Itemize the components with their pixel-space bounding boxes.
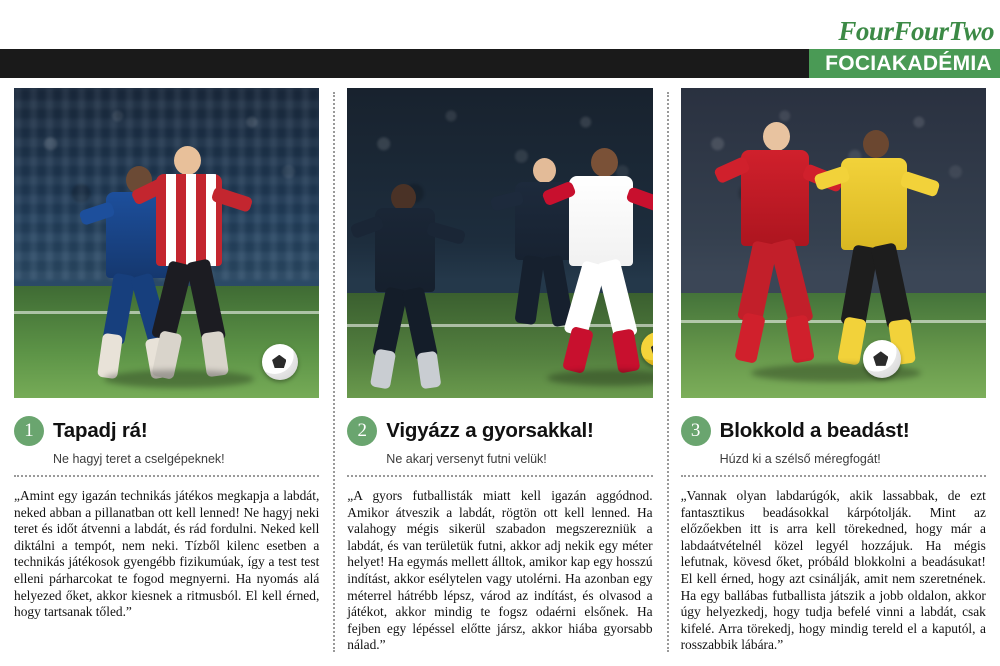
tip-2-number: 2 — [347, 416, 377, 446]
column-divider-2 — [667, 92, 669, 652]
tip-1-title: Tapadj rá! — [53, 419, 148, 442]
tip-1-subtitle: Ne hagyj teret a cselgépeknek! — [53, 452, 225, 466]
fourfourtwo-logo: FourFourTwo — [838, 16, 994, 46]
player-shadow — [104, 370, 254, 388]
pitch-line — [681, 320, 986, 323]
pitch-surface — [681, 293, 986, 398]
tip-column-1 — [0, 88, 333, 666]
tip-2-title: Vigyázz a gyorsakkal! — [386, 419, 594, 442]
tip-2-subtitle: Ne akarj versenyt futni velük! — [386, 452, 547, 466]
tip-3-rule — [681, 475, 986, 477]
article-columns — [0, 88, 1000, 666]
masthead — [0, 0, 1000, 78]
football — [863, 340, 901, 378]
tip-1-rule — [14, 475, 319, 477]
photo-liverpool-vs-southampton — [681, 88, 986, 398]
tip-2-body: „A gyors futballisták miatt kell igazán aggódnod. Amikor átveszik a labdát, rögtön ott kell lenned. Ha valahogy mégis sikerül szabadon megszerezniük a labdát, és van területük futni, akkor adj nekik egy méter helyet! Ha egymás mellett álltok, amikor kap egy hosszú indítást, akkor esélytelen vagy utolérni. Ha azonban egy méterrel hátrébb lépsz, várod az indítást, és olvasod a játékot, akkor mindig te fogsz odaérni elsőnek. Ha fejben egy lépéssel előtte jársz, akkor hiába gyorsabb nálad.” — [347, 488, 653, 653]
tip-3-number: 3 — [681, 416, 711, 446]
photo-everton-vs-sunderland — [14, 88, 319, 398]
tip-3-subtitle: Húzd ki a szélső méregfogát! — [719, 452, 881, 466]
football — [262, 344, 298, 380]
tip-1-body: „Amint egy igazán technikás játékos megkapja a labdát, neked abban a pillanatban ott kell lenned! Ne hagyj neki teret és időt átvenni a labdát, és rád fordulni. Neked kell diktálni a tempót, nem neki. Tízből kilenc esetben a technikás játékosok gyengébb fizikumúak, így a test test elleni párharcokat te fogod megnyerni. Ha nyomás alá helyezed őket, akkor kiesnek a ritmusból. El kell érned, hogy tartsanak tőled.” — [14, 488, 320, 620]
tip-3-heading — [681, 416, 986, 446]
column-divider-1 — [333, 92, 335, 652]
tip-1-number: 1 — [14, 416, 44, 446]
tip-3-body: „Vannak olyan labdarúgók, akik lassabbak, de ezt fantasztikus beadásokkal kárpótolják. Mint az előzőekben itt is arra kell törekedned, hogy már a labdaátvételnél közel legyél hozzájuk. Ha mégis lefutnak, kövesd őket, próbáld blokkolni a beadásukat! El kell érned, hogy azt csinálják, amit nem szeretnének. Ha egy ballábas futballista játszik a jobb oldalon, akkor úgy helyezkedj, hogy tudja befelé vinni a labdát, csak kifelé. Arra törekedj, hogy mindig tereld el a kaputól, a rosszabbik lábára.” — [680, 488, 986, 653]
tip-3-title: Blokkold a beadást! — [719, 419, 910, 442]
section-tab — [809, 49, 1000, 78]
tip-2-rule — [347, 475, 652, 477]
tip-column-2 — [333, 88, 666, 666]
tip-1-heading — [14, 416, 319, 446]
tip-2-heading — [347, 416, 652, 446]
tip-column-3 — [667, 88, 1000, 666]
section-tab-label: FOCIAKADÉMIA — [825, 51, 992, 75]
photo-arsenal-vs-manchester-city — [347, 88, 652, 398]
